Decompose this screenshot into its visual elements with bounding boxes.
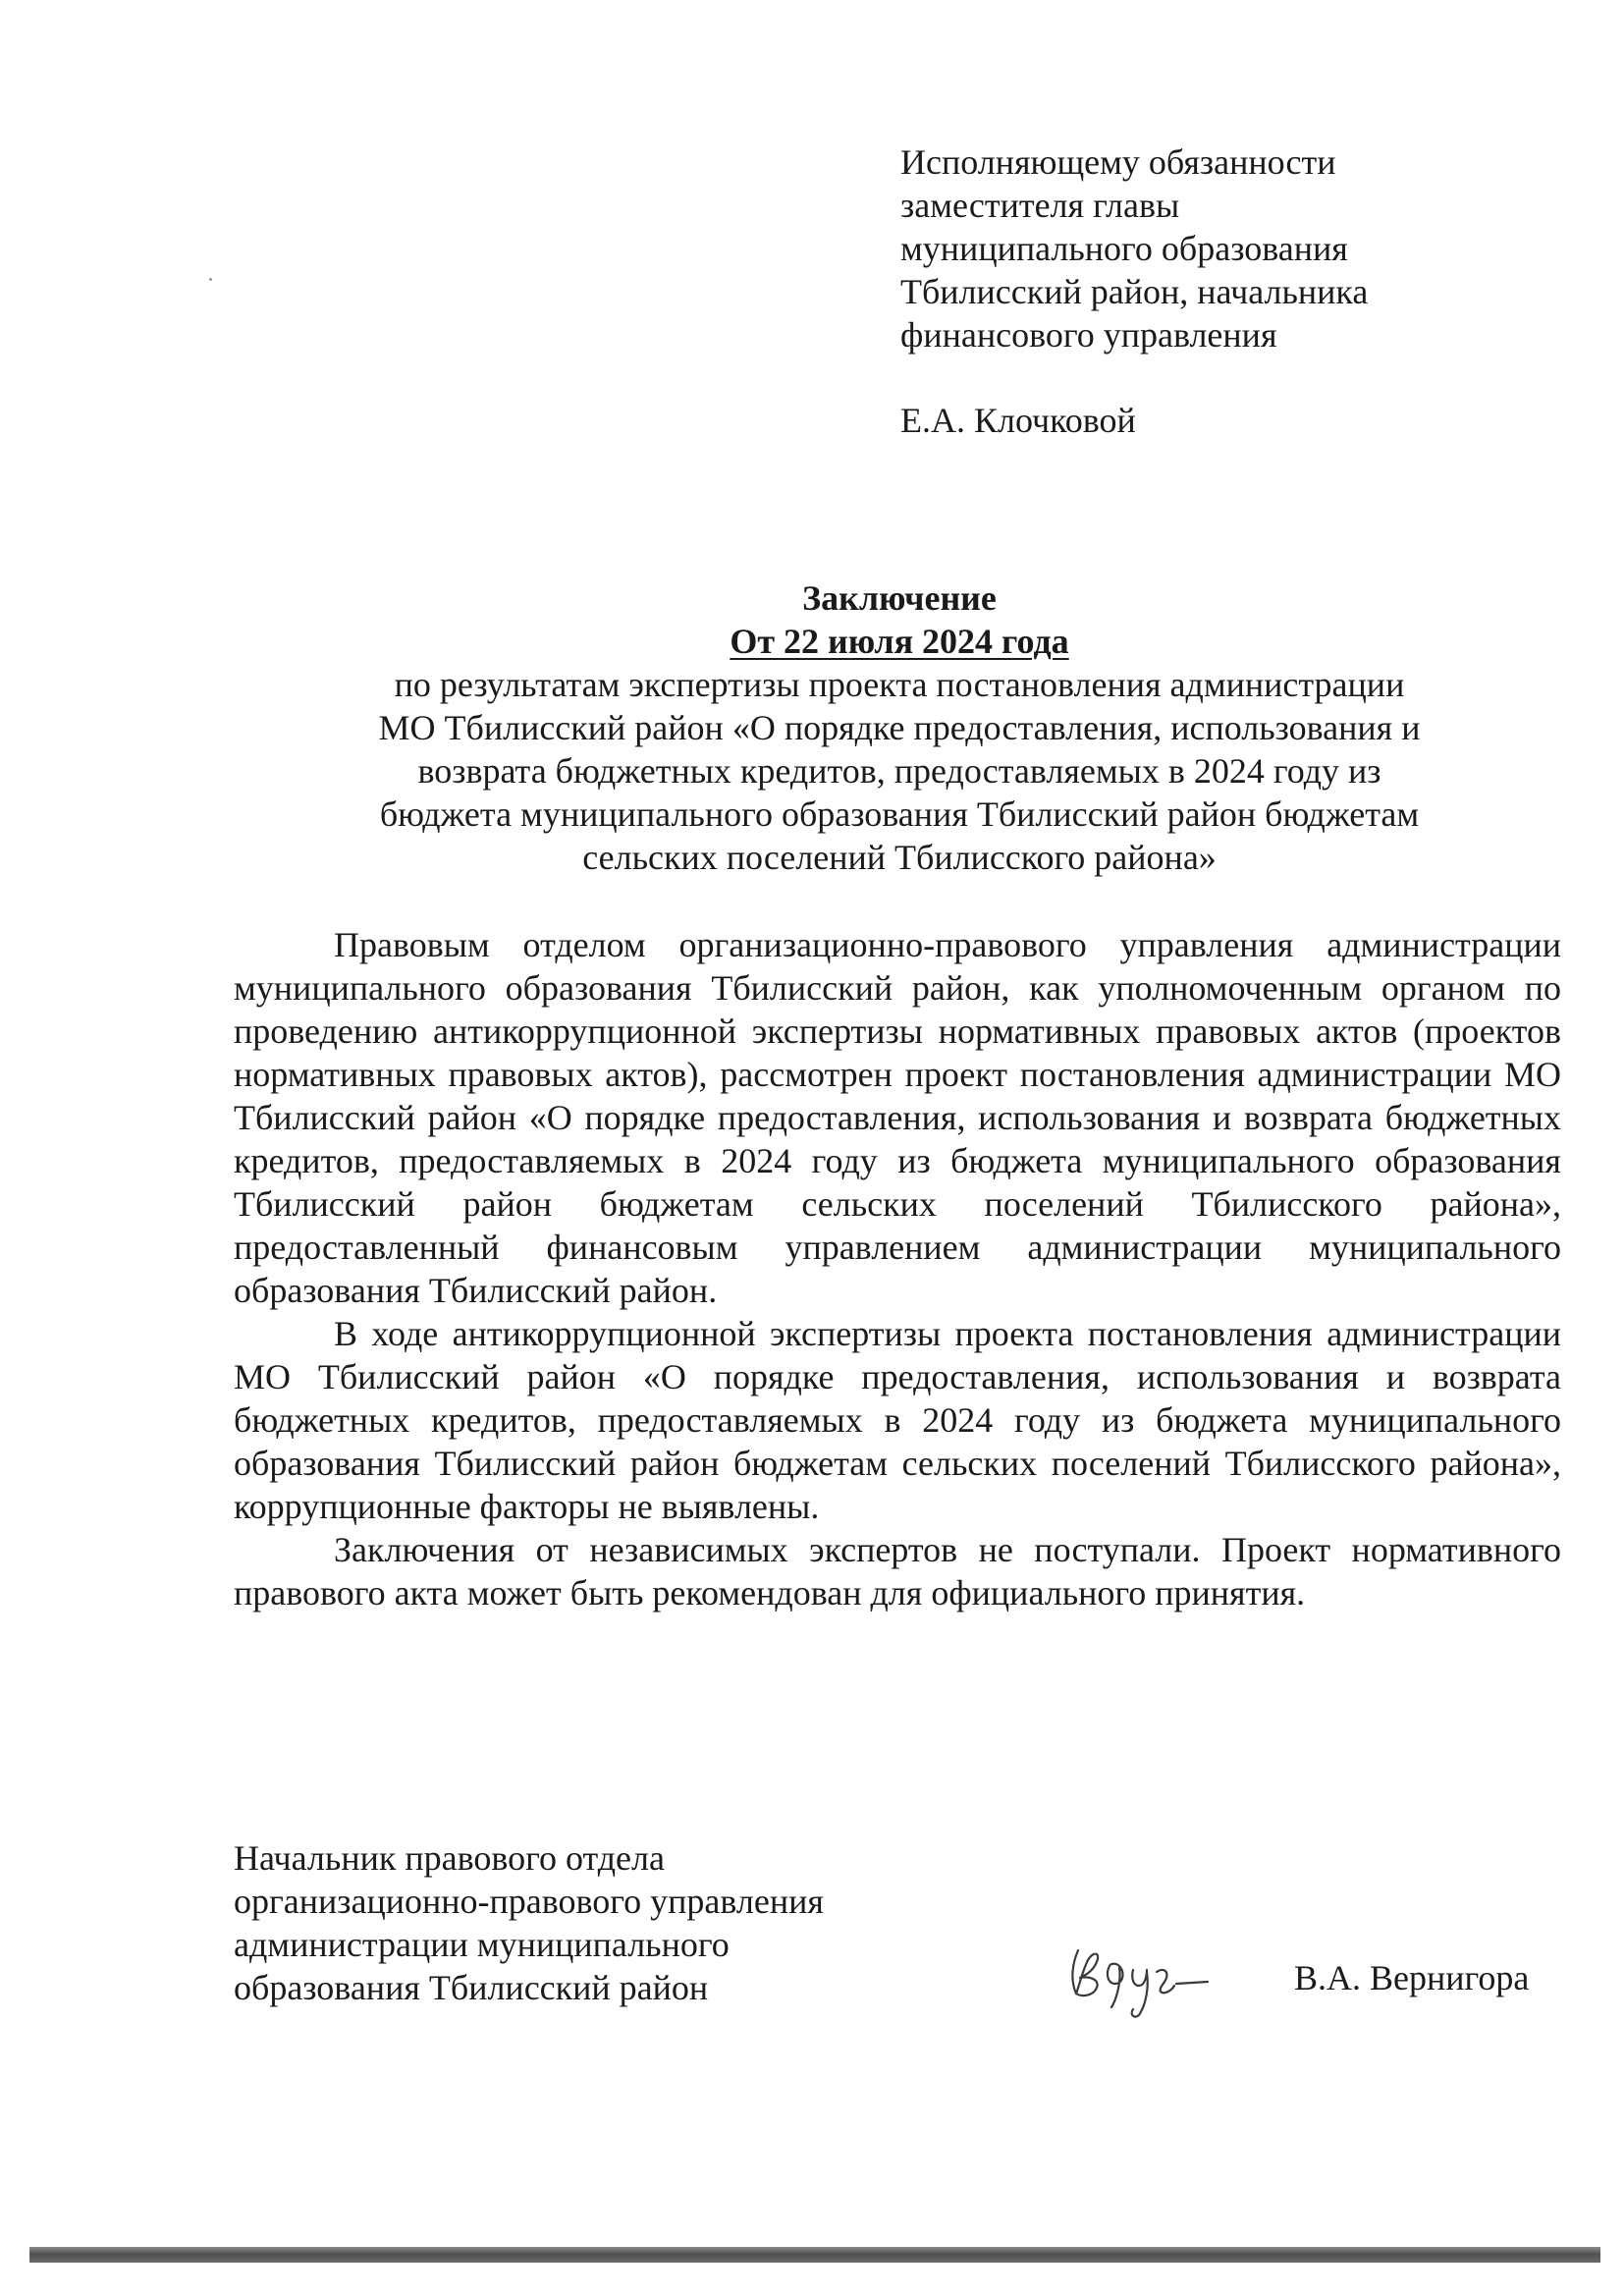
addressee-line: муниципального образования [900,229,1348,268]
document-date: От 22 июля 2024 года [730,622,1069,661]
body-paragraph: В ходе антикоррупционной экспертизы проекта постановления администрации МО Тбилисский район «О порядке предоставления, использования и возврата бюджетных кредитов, предоставляемых в 2024 году из бюджета муниципального образования Тбилисский район бюджетам сельских поселений Тбилисского района», коррупционные факторы не выявлены. [234,1314,1561,1526]
document-subject-line: бюджета муниципального образования Тбилисский район бюджетам [379,794,1420,834]
body-paragraph: Правовым отделом организационно-правового управления администрации муниципального образования Тбилисский район, как уполномоченным органом по проведению антикоррупционной экспертизы нормативных правовых актов (проектов нормативных правовых актов), рассмотрен проект постановления администрации МО Тбилисский район «О порядке предоставления, использования и возврата бюджетных кредитов, предоставляемых в 2024 году из бюджета муниципального образования Тбилисский район бюджетам сельских поселений Тбилисского района», предоставленный финансовым управлением администрации муниципального образования Тбилисский район. [234,925,1561,1310]
document-subject-line: МО Тбилисский район «О порядке предоставления, использования и [378,708,1421,747]
position-line: образования Тбилисский район [234,1968,709,2007]
body-paragraph: Заключения от независимых экспертов не поступали. Проект нормативного правового акта может быть рекомендован для официального принятия. [234,1530,1561,1613]
addressee-line: финансового управления [900,315,1277,355]
document-subject-line: сельских поселений Тбилисского района» [582,838,1217,877]
position-line: администрации муниципального [234,1925,730,1964]
addressee-block [900,140,1509,442]
signer-name: В.А. Вернигора [1294,1958,1530,1997]
document-title: Заключение [802,578,997,618]
document-subject-line: возврата бюджетных кредитов, предоставляемых в 2024 году из [417,751,1381,791]
recipient-name: Е.А. Клочковой [900,401,1136,440]
document-heading [236,576,1563,879]
signatory-position [234,1836,921,2009]
document-subject-line: по результатам экспертизы проекта постановления администрации [394,665,1405,704]
position-line: организационно-правового управления [234,1882,824,1921]
addressee-line: Тбилисский район, начальника [900,272,1369,311]
scan-artifact-dot [209,278,212,281]
addressee-line: Исполняющему обязанности [900,142,1336,182]
scan-bottom-edge [29,2247,1600,2263]
document-body [234,923,1561,1614]
handwritten-signature [1060,1933,1227,2021]
position-line: Начальник правового отдела [234,1838,665,1878]
addressee-line: заместителя главы [900,186,1180,225]
